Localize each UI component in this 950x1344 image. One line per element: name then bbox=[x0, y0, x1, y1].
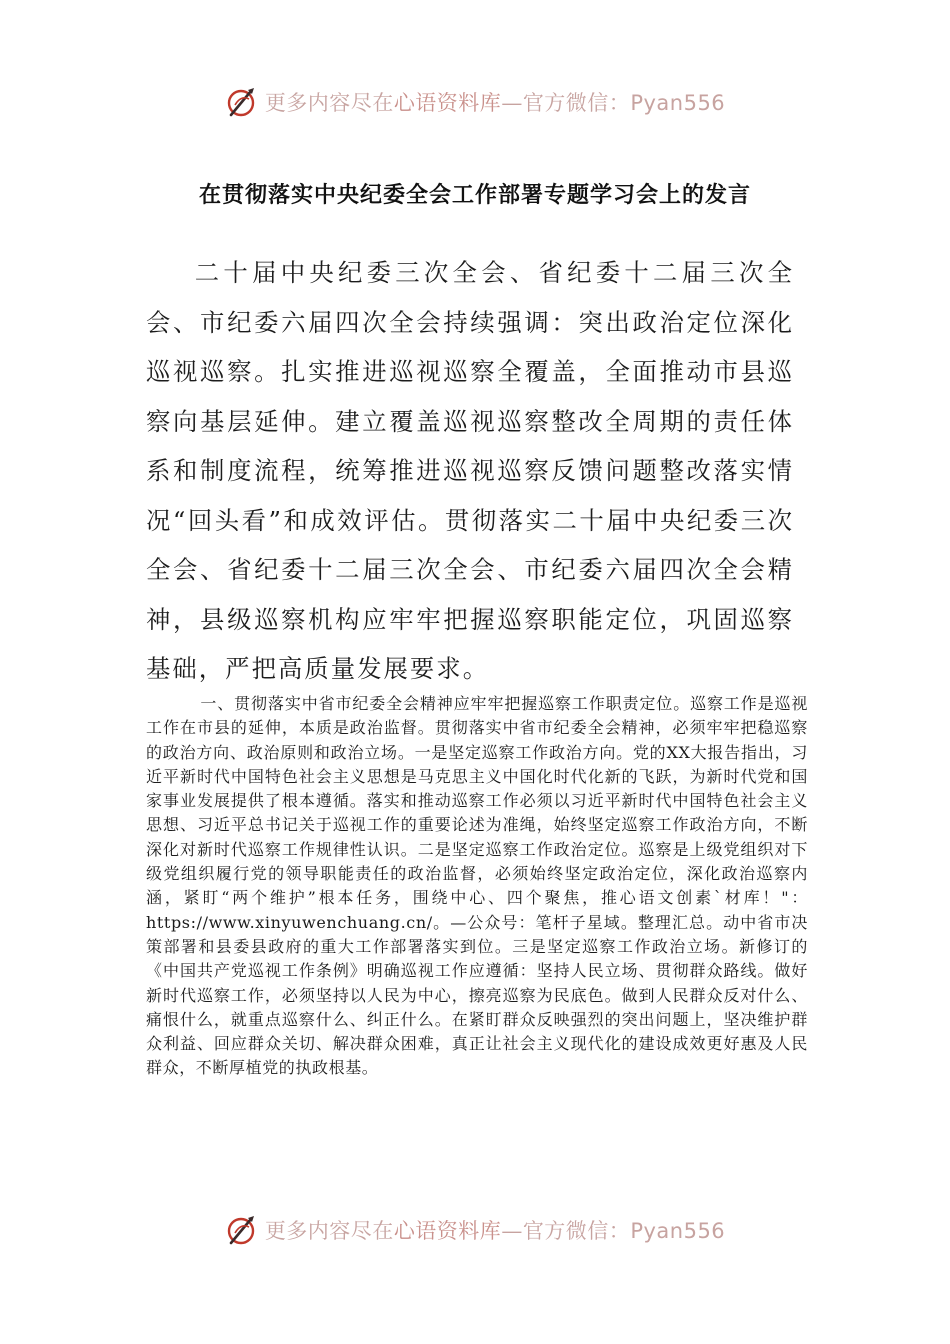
brand-logo-icon bbox=[225, 85, 259, 119]
footer-banner-text: 更多内容尽在心语资料库—官方微信：Pyan556 bbox=[264, 1219, 726, 1243]
document-title: 在贯彻落实中央纪委全会工作部署专题学习会上的发言 bbox=[198, 183, 751, 208]
header-banner bbox=[0, 82, 950, 122]
footer-banner bbox=[0, 1210, 950, 1250]
lead-paragraph: 二十届中央纪委三次全会、省纪委十二届三次全会、市纪委六届四次全会持续强调：突出政治定位深化巡视巡察。扎实推进巡视巡察全覆盖，全面推动市县巡察向基层延伸。建立覆盖巡视巡察整改全周期的责任体系和制度流程，统筹推进巡视巡察反馈问题整改落实情况“回头看”和成效评估。贯彻落实二十届中央纪委三次全会、省纪委十二届三次全会、市纪委六届四次全会精神，县级巡察机构应牢牢把握巡察职能定位，巩固巡察基础，严把高质量发展要求。 bbox=[146, 258, 794, 683]
wechat-id: Pyan556 bbox=[630, 1219, 726, 1243]
brand-logo-icon bbox=[225, 1213, 259, 1247]
wechat-id: Pyan556 bbox=[630, 91, 726, 115]
header-banner-text: 更多内容尽在心语资料库—官方微信：Pyan556 bbox=[264, 91, 726, 115]
body-paragraph: 一、贯彻落实中省市纪委全会精神应牢牢把握巡察工作职责定位。巡察工作是巡视工作在市县的延伸，本质是政治监督。贯彻落实中省市纪委全会精神，必须牢牢把稳巡察的政治方向、政治原则和政治立场。一是坚定巡察工作政治方向。党的XX大报告指出，习近平新时代中国特色社会主义思想是马克思主义中国化时代化新的飞跃，为新时代党和国家事业发展提供了根本遵循。落实和推动巡察工作必须以习近平新时代中国特色社会主义思想、习近平总书记关于巡视工作的重要论述为准绳，始终坚定巡察工作政治方向，不断深化对新时代巡察工作规律性认识。二是坚定巡察工作政治定位。巡察是上级党组织对下级党组织履行党的领导职能责任的政治监督，必须始终坚定政治定位，深化政治巡察内涵，紧盯“两个维护”根本任务，围绕中心、四个聚焦，推心语文创素`材库！"：https://www.xinyuwenchuang.cn/。—公众号：笔杆子星域。整理汇总。动中省市决策部署和县委县政府的重大工作部署落实到位。三是坚定巡察工作政治立场。新修订的《中国共产党巡视工作条例》明确巡视工作应遵循：坚持人民立场、贯彻群众路线。做好新时代巡察工作，必须坚持以人民为中心，擦亮巡察为民底色。做到人民群众反对什么、痛恨什么，就重点巡察什么、纠正什么。在紧盯群众反映强烈的突出问题上，坚决维护群众利益、回应群众关切、解决群众困难，真正让社会主义现代化的建设成效更好惠及人民群众，不断厚植党的执政根基。 bbox=[146, 694, 808, 1078]
